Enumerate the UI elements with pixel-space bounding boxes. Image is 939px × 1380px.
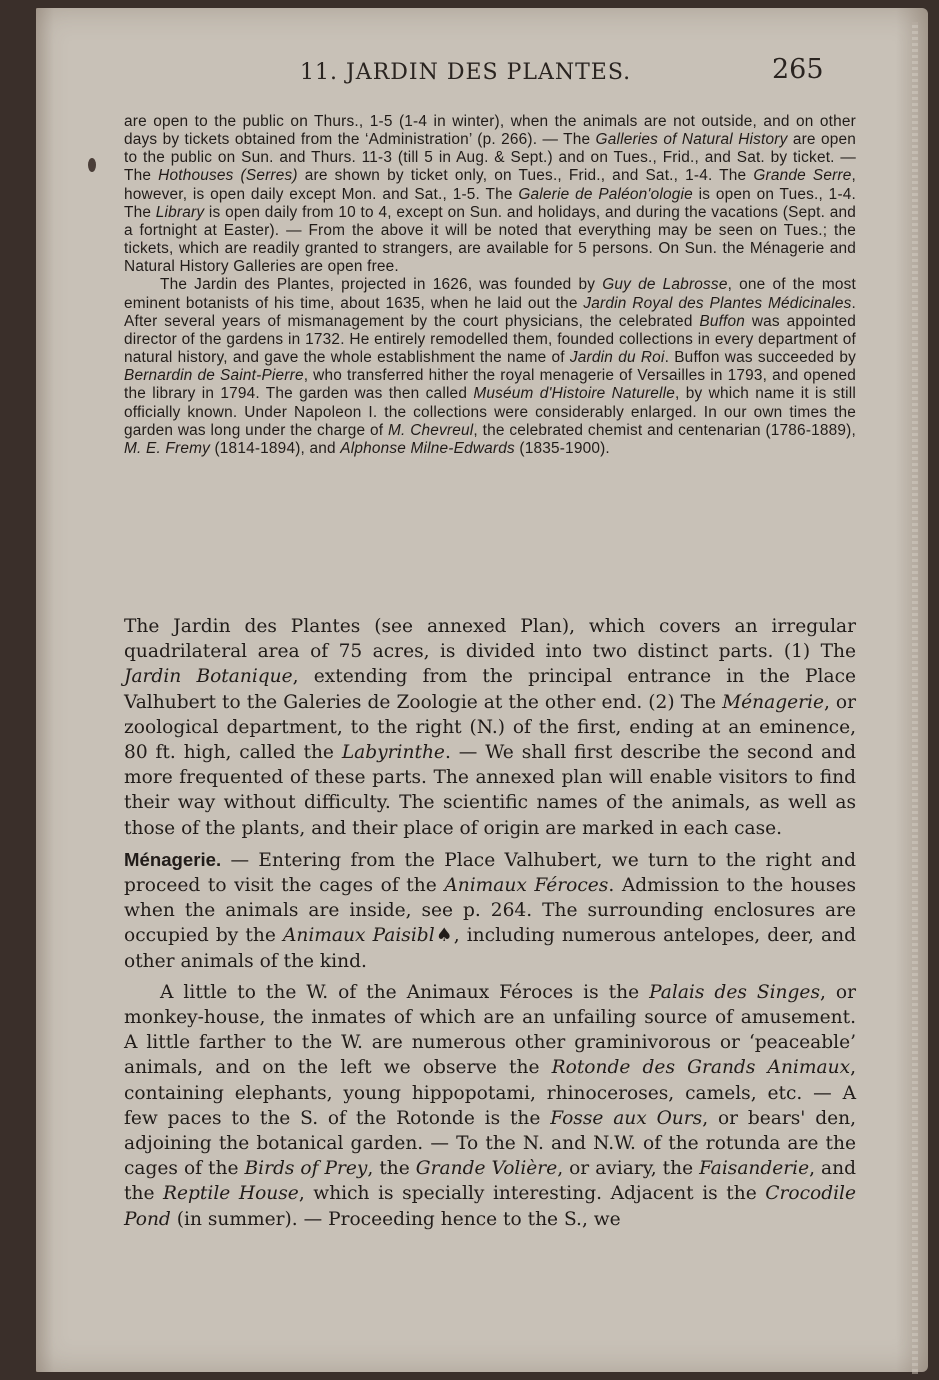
italic-term: Alphonse Milne-Edwards bbox=[340, 439, 515, 457]
italic-term: Hothouses (Serres) bbox=[158, 167, 298, 185]
italic-term: Bernardin de Saint-Pierre bbox=[124, 367, 304, 385]
italic-term: Jardin du Roi bbox=[569, 349, 665, 367]
text-run: (in summer). — Proceeding hence to the S., we bbox=[170, 1208, 621, 1230]
italic-term: Muséum d'Histoire Naturelle bbox=[473, 385, 676, 403]
text-run: is open on Tues., 1-4. The bbox=[124, 185, 856, 221]
text-run: , however, is open daily except Mon. and Sat., 1-5. The bbox=[124, 167, 856, 203]
body-paragraph bbox=[124, 980, 856, 1232]
text-run: , extending from the principal entrance in the Place Valhubert to the Galeries de Zoologie at the other end. (2) The bbox=[124, 666, 856, 713]
text-run: , including numerous antelopes, deer, and other animals of the kind. bbox=[124, 925, 857, 972]
ink-smudge bbox=[88, 158, 96, 172]
italic-term: Reptile House bbox=[163, 1183, 299, 1205]
text-run: (1835-1900). bbox=[514, 439, 610, 457]
italic-term: Library bbox=[155, 203, 205, 221]
italic-term: Fosse aux Ours bbox=[550, 1107, 703, 1129]
text-run: , or aviary, the bbox=[557, 1158, 700, 1180]
page-header bbox=[36, 52, 928, 92]
page-number: 265 bbox=[772, 54, 824, 85]
text-run: . After several years of mismanagement by the court physicians, the celebrated bbox=[124, 294, 856, 330]
text-run: . Buffon was succeeded by bbox=[664, 349, 856, 367]
italic-term: Jardin Royal des Plantes Médicinales bbox=[583, 294, 852, 312]
text-run: , or monkey-house, the inmates of which are an unfailing source of amusement. A little farther to the W. are numerous other graminivorous or ‘peaceable’ animals, and on the left we observe the bbox=[124, 981, 856, 1079]
small-print-paragraph bbox=[124, 113, 856, 276]
italic-term: Galleries of Natural History bbox=[595, 131, 788, 149]
text-run: The Jardin des Plantes, projected in 1626, was founded by bbox=[160, 276, 603, 294]
book-page bbox=[36, 8, 928, 1372]
text-run: — Entering from the Place Valhubert, we turn to the right and proceed to visit the cages of the bbox=[124, 849, 856, 897]
italic-term: Galerie de Paléon'ologie bbox=[518, 185, 693, 203]
italic-term: Grande Volière bbox=[415, 1158, 558, 1180]
text-run: are shown by ticket only, on Tues., Frid., and Sat., 1-4. The bbox=[297, 167, 754, 185]
italic-term: Buffon bbox=[699, 312, 746, 330]
italic-term: Jardin Botanique bbox=[124, 666, 293, 688]
italic-term: Guy de Labrosse bbox=[602, 276, 728, 294]
italic-term: Birds of Prey bbox=[244, 1158, 368, 1180]
text-run: are open to the public on Thurs., 1-5 (1-4 in winter), when the animals are not outside, and on other days by tickets obtained from the ‘Administration’ (p. 266). — The bbox=[124, 113, 856, 149]
body-paragraph bbox=[124, 847, 856, 974]
italic-term: Ménagerie bbox=[722, 691, 824, 713]
italic-term: Animaux Féroces bbox=[444, 875, 609, 897]
text-run: , by which name it is still officially known. Under Napoleon I. the collections were considerably enlarged. In our own times the garden was long under the charge of bbox=[124, 385, 857, 439]
text-run: , who transferred hither the royal menagerie of Versailles in 1793, and opened the library in 1794. The garden was then called bbox=[124, 367, 856, 403]
text-run: , which is specially interesting. Adjacent is the bbox=[298, 1183, 766, 1205]
text-run: , the celebrated chemist and centenarian (1786-1889), bbox=[473, 421, 856, 439]
text-run: is open daily from 10 to 4, except on Sun. and holidays, and during the vacations (Sept. and a fortnight at Easter). — From the above it will be noted that everything may be seen on Tues.; the tickets, which are readily granted to strangers, are available for 5 persons. On Sun. the Ménagerie and Natural History Galleries are open free. bbox=[124, 203, 856, 276]
text-run: , and the bbox=[124, 1158, 857, 1205]
italic-term: Crocodile Pond bbox=[124, 1183, 856, 1230]
text-run: are open to the public on Sun. and Thurs. 11-3 (till 5 in Aug. & Sept.) and on Tues., Frid., and Sat. by ticket. — The bbox=[124, 131, 856, 185]
text-run: , one of the most eminent botanists of his time, about 1635, when he laid out the bbox=[124, 276, 856, 312]
text-run: . — We shall first describe the second and more frequented of these parts. The annexed plan will enable visitors to find their way without difficulty. The scientific names of the animals, as well as those of the plants, and their place of origin are marked in each case. bbox=[124, 742, 856, 839]
text-run: , or bears' den, adjoining the botanical garden. — To the N. and N.W. of the rotunda are the cages of the bbox=[124, 1107, 856, 1180]
italic-term: M. Chevreul bbox=[387, 421, 474, 439]
running-head: 11. JARDIN DES PLANTES. bbox=[300, 60, 632, 85]
italic-term: Animaux Paisibl♠ bbox=[282, 925, 454, 947]
large-print-section bbox=[124, 614, 856, 1232]
italic-term: Palais des Singes bbox=[649, 981, 820, 1003]
text-run: , or zoological department, to the right (N.) of the first, ending at an eminence, 80 ft. high, called the bbox=[124, 691, 857, 764]
text-run: . Admission to the houses when the animals are inside, see p. 264. The surrounding enclosures are occupied by the bbox=[124, 875, 856, 947]
italic-term: Grande Serre bbox=[753, 167, 852, 185]
italic-term: Labyrinthe bbox=[341, 742, 445, 764]
text-run: , containing elephants, young hippopotami, rhinoceroses, camels, etc. — A few paces to the S. of the Rotonde is the bbox=[124, 1057, 856, 1129]
italic-term: Rotonde des Grands Animaux bbox=[551, 1057, 851, 1079]
body-paragraph bbox=[124, 614, 856, 841]
section-heading: Ménagerie. bbox=[124, 848, 222, 870]
small-print-section bbox=[124, 113, 856, 458]
small-print-paragraph bbox=[124, 276, 856, 458]
italic-term: Faisanderie bbox=[699, 1158, 810, 1180]
italic-term: M. E. Fremy bbox=[124, 439, 210, 457]
text-run: The Jardin des Plantes (see annexed Plan), which covers an irregular quadrilateral area of 75 acres, is divided into two distinct parts. (1) The bbox=[124, 616, 856, 663]
text-run: A little to the W. of the Animaux Féroces is the bbox=[160, 981, 650, 1003]
text-run: was appointed director of the gardens in 1732. He entirely remodelled them, founded collections in every department of natural history, and gave the whole establishment the name of bbox=[124, 312, 856, 367]
text-run: (1814-1894), and bbox=[210, 439, 341, 457]
page-edge bbox=[912, 22, 918, 1374]
text-run: , the bbox=[367, 1158, 416, 1180]
